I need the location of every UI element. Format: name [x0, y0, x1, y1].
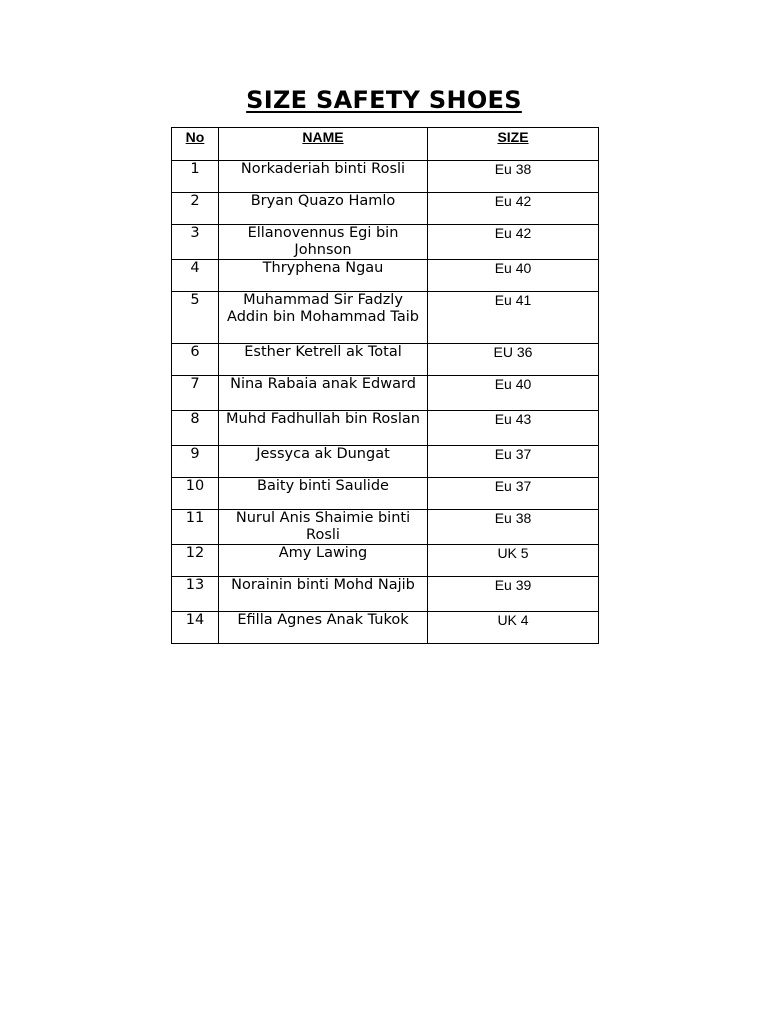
shoe-size: Eu 42 — [428, 225, 599, 260]
shoe-size: UK 5 — [428, 545, 599, 577]
row-number: 13 — [172, 577, 219, 612]
employee-name: Efilla Agnes Anak Tukok — [219, 612, 428, 644]
employee-name: Norainin binti Mohd Najib — [219, 577, 428, 612]
table-row — [172, 446, 599, 478]
employee-name: Muhd Fadhullah bin Roslan — [219, 411, 428, 446]
employee-name: Thryphena Ngau — [219, 260, 428, 292]
shoe-size: Eu 37 — [428, 478, 599, 510]
table-row — [172, 545, 599, 577]
table-row — [172, 225, 599, 260]
shoe-size: Eu 40 — [428, 260, 599, 292]
column-header-no: No — [172, 128, 219, 161]
employee-name: Nina Rabaia anak Edward — [219, 376, 428, 411]
shoe-size: Eu 38 — [428, 161, 599, 193]
employee-name: Jessyca ak Dungat — [219, 446, 428, 478]
table-row — [172, 292, 599, 344]
row-number: 7 — [172, 376, 219, 411]
shoe-size: Eu 42 — [428, 193, 599, 225]
table-row — [172, 260, 599, 292]
shoe-size: UK 4 — [428, 612, 599, 644]
row-number: 11 — [172, 510, 219, 545]
employee-name: Amy Lawing — [219, 545, 428, 577]
column-header-size: SIZE — [428, 128, 599, 161]
shoe-size-table — [171, 127, 599, 644]
table-header-row — [172, 128, 599, 161]
row-number: 3 — [172, 225, 219, 260]
row-number: 12 — [172, 545, 219, 577]
shoe-size: Eu 38 — [428, 510, 599, 545]
table-row — [172, 577, 599, 612]
shoe-size: Eu 39 — [428, 577, 599, 612]
table-row — [172, 510, 599, 545]
shoe-size: Eu 40 — [428, 376, 599, 411]
row-number: 5 — [172, 292, 219, 344]
table-row — [172, 411, 599, 446]
shoe-size: Eu 43 — [428, 411, 599, 446]
employee-name: Muhammad Sir Fadzly Addin bin Mohammad Taib — [219, 292, 428, 344]
row-number: 9 — [172, 446, 219, 478]
shoe-size: Eu 41 — [428, 292, 599, 344]
employee-name: Baity binti Saulide — [219, 478, 428, 510]
table-row — [172, 478, 599, 510]
shoe-size: Eu 37 — [428, 446, 599, 478]
column-header-name: NAME — [219, 128, 428, 161]
table-row — [172, 344, 599, 376]
employee-name: Norkaderiah binti Rosli — [219, 161, 428, 193]
row-number: 8 — [172, 411, 219, 446]
shoe-size: EU 36 — [428, 344, 599, 376]
employee-name: Ellanovennus Egi bin Johnson — [219, 225, 428, 260]
row-number: 6 — [172, 344, 219, 376]
row-number: 4 — [172, 260, 219, 292]
employee-name: Bryan Quazo Hamlo — [219, 193, 428, 225]
employee-name: Esther Ketrell ak Total — [219, 344, 428, 376]
table-row — [172, 612, 599, 644]
row-number: 2 — [172, 193, 219, 225]
page-title: SIZE SAFETY SHOES — [246, 86, 522, 114]
row-number: 1 — [172, 161, 219, 193]
table-row — [172, 376, 599, 411]
employee-name: Nurul Anis Shaimie binti Rosli — [219, 510, 428, 545]
table-row — [172, 161, 599, 193]
row-number: 10 — [172, 478, 219, 510]
table-row — [172, 193, 599, 225]
row-number: 14 — [172, 612, 219, 644]
